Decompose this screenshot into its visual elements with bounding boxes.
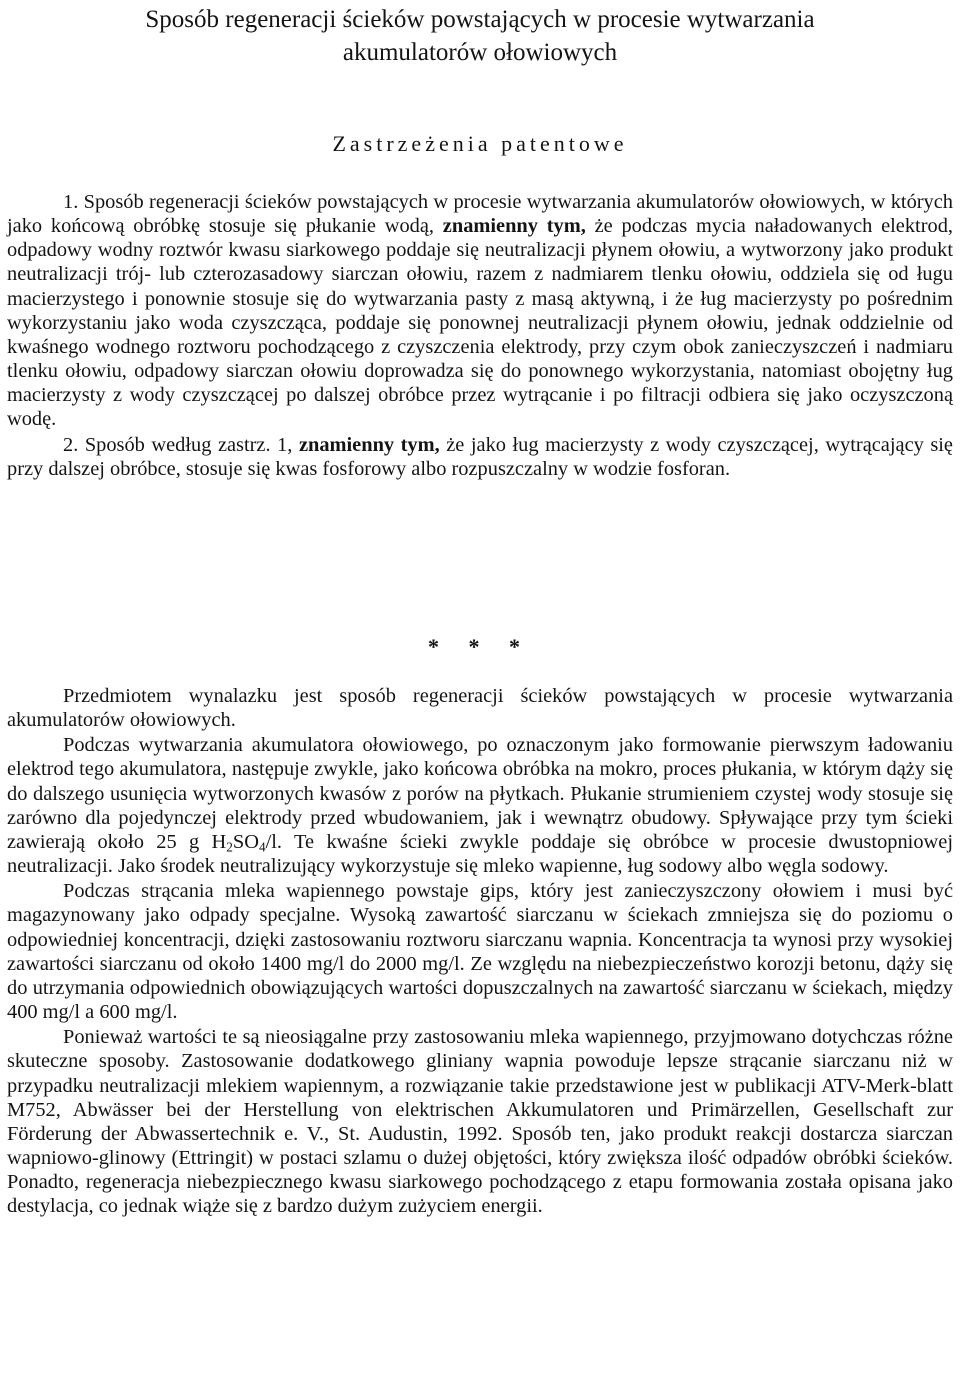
- claim-1-body: że podczas mycia naładowanych elektrod, odpadowy wodny roztwór kwasu siarkowego poddaje się neutralizacji płynem ołowiu, a wytworzony jako produkt neutralizacji trój- lub czterozasadowy siarczan ołowiu, razem z nadmiarem tlenku ołowiu, oddziela się od ługu macierzystego i ponownie stosuje się do wytwarzania pasty z masą aktywną, i że ług macierzysty po pośrednim wykorzystaniu jako woda czyszcząca, poddaje się ponownej neutralizacji płynem ołowiu, jednak oddzielnie od kwaśnego wodnego roztworu pochodzącego z czyszczenia elektrody, przy czym obok zanieczyszczeń i nadmiaru tlenku ołowiu, odpadowy siarczan ołowiu doprowadza się do ponownego wykorzystania, natomiast obojętny ług macierzysty z wody czyszczącej po dalszej obróbce przez wytrącanie i po filtracji odbiera się jako oczyszczoną wodę.: [7, 215, 953, 431]
- description-paragraph-1: Przedmiotem wynalazku jest sposób regeneracji ścieków powstających w procesie wytwarzania akumulatorów ołowiowych.: [7, 685, 953, 732]
- title-line-2: akumulatorów ołowiowych: [342, 39, 618, 66]
- paragraph-2-text-a: Podczas wytwarzania akumulatora ołowiowego, po oznaczonym jako formowanie pierwszym ładowaniu elektrod tego akumulatora, następuje zwykle, jako końcowa obróbka na mokro, proces płukania, w którym dąży się do dalszego usunięcia wytworzonych kwasów z porów na płytkach. Płukanie strumieniem czystej wody stosuje się zarówno dla pojedynczej elektrody przed wbudowaniem, jak i wewnątrz obudowy. Spływające przy tym ścieki zawierają około 25 g H: [7, 734, 953, 853]
- claim-2: [7, 433, 953, 481]
- claim-1: [7, 190, 953, 432]
- claim-2-emphasis: znamienny tym,: [298, 433, 440, 456]
- claims-heading: Zastrzeżenia patentowe: [332, 131, 628, 156]
- subscript-4: 4: [258, 839, 266, 855]
- claims-section: [7, 190, 953, 481]
- claim-1-emphasis: znamienny tym,: [442, 215, 586, 238]
- paragraph-2-text-b: SO: [232, 830, 259, 853]
- claim-1-lead: 1. Sposób regeneracji ścieków powstających w procesie wytwarzania akumulatorów ołowiowych, w których jako końcową obróbkę stosuje się płukanie wodą,: [7, 191, 953, 238]
- subscript-2: 2: [226, 839, 233, 855]
- document-title: [0, 3, 960, 69]
- claim-2-lead: 2. Sposób według zastrz. 1,: [63, 433, 293, 456]
- claim-2-body: że jako ług macierzysty z wody czyszczącej, wytrącający się przy dalszej obróbce, stosuje się kwas fosforowy albo rozpuszczalny w wodzie fosforan.: [7, 433, 953, 480]
- description-section: [7, 684, 953, 1218]
- title-line-1: Sposób regeneracji ścieków powstających w procesie wytwarzania: [145, 6, 815, 33]
- paragraph-2-text-c: /l. Te kwaśne ścieki zwykle poddaje się obróbce w procesie dwustopniowej neutralizacji. Jako środek neutralizujący wykorzystuje się mleko wapienne, ług sodowy albo węgla sodowy.: [7, 830, 953, 878]
- description-paragraph-4: Ponieważ wartości te są nieosiągalne przy zastosowaniu mleka wapiennego, przyjmowano dotychczas różne skuteczne sposoby. Zastosowanie dodatkowego gliniany wapnia powoduje lepsze strącanie siarczanu niż w przypadku neutralizacji mlekiem wapiennym, a rozwiązanie takie przedstawione jest w publikacji ATV-Merk-blatt M752, Abwässer bei der Herstellung von elektrischen Akkumulatoren und Primärzellen, Gesellschaft zur Förderung der Abwassertechnik e. V., St. Audustin, 1992. Sposób ten, jako produkt reakcji dostarcza siarczan wapniowo-glinowy (Ettringit) w postaci szlamu o dużej objętości, który zwiększa ilość odpadów obróbki ścieków. Ponadto, regeneracja niebezpiecznego kwasu siarkowego pochodzącego z etapu formowania została opisana jako destylacja, co jednak wiąże się z bardzo dużym zużyciem energii.: [7, 1026, 953, 1218]
- description-paragraph-2: [7, 733, 953, 878]
- section-separator: * * *: [428, 634, 532, 659]
- description-paragraph-3: Podczas strącania mleka wapiennego powstaje gips, który jest zanieczyszczony ołowiem i musi być magazynowany jako odpady specjalne. Wysoką zawartość siarczanu w ściekach zmniejsza się do poziomu o odpowiedniej koncentracji, dzięki zastosowaniu roztworu siarczanu wapnia. Koncentracja ta wynosi przy wysokiej zawartości siarczanu od około 1400 mg/l do 2000 mg/l. Ze względu na niebezpieczeństwo korozji betonu, dąży się do utrzymania odpowiednich obowiązujących wartości dopuszczalnych na zawartość siarczanu w ściekach, między 400 mg/l a 600 mg/l.: [7, 880, 953, 1024]
